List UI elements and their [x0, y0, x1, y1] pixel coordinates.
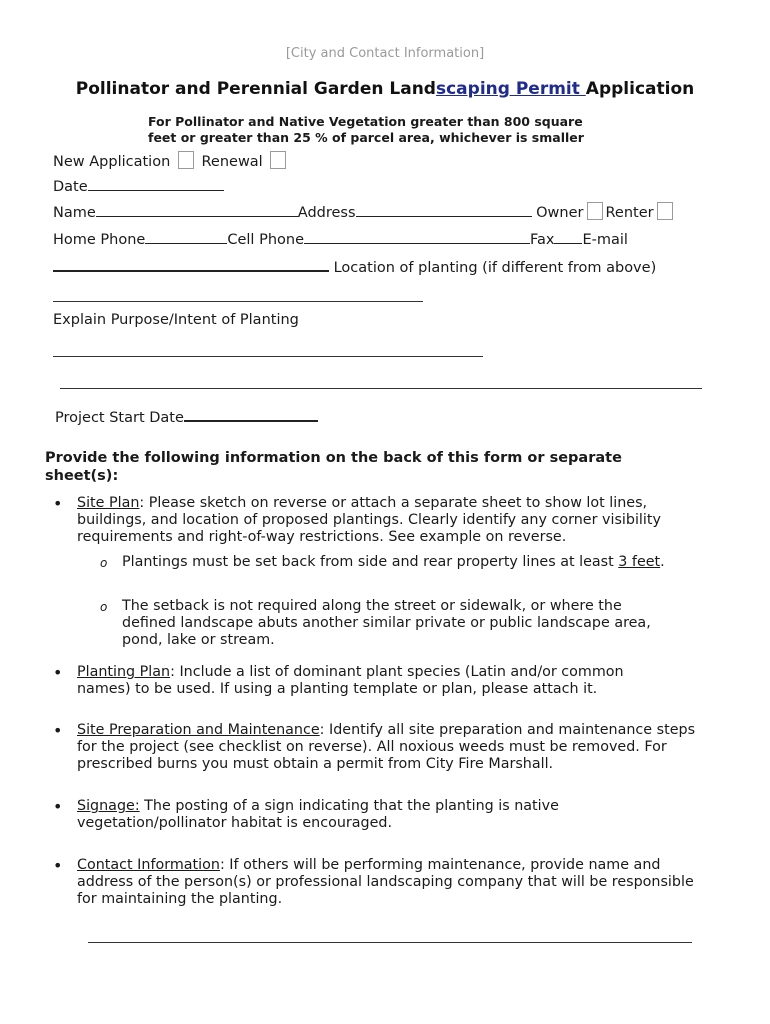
- site-plan-label: Site Plan: [77, 495, 140, 511]
- bullet-dot: •: [53, 856, 63, 875]
- purpose-input-line-1[interactable]: [53, 356, 483, 357]
- signage-text: The posting of a sign indicating that the planting is native vegetation/pollinator habitat is encouraged.: [77, 798, 559, 831]
- site-prep-label: Site Preparation and Maintenance: [77, 722, 320, 738]
- project-start-input-line[interactable]: [184, 406, 318, 422]
- application-type-row: [53, 151, 289, 170]
- location-row: [53, 256, 656, 276]
- site-plan-text: : Please sketch on reverse or attach a separate sheet to show lot lines, buildings, and location of proposed plantings. Clearly identify any corner visibility requirements and right-of-way restrictions. See example on reverse.: [77, 495, 661, 545]
- cell-phone-input-line[interactable]: [304, 229, 530, 244]
- fax-input-line[interactable]: [554, 229, 582, 244]
- owner-label: Owner: [536, 205, 584, 221]
- name-label: Name: [53, 205, 96, 221]
- contact-label: Contact Information: [77, 857, 220, 873]
- site-plan-sub1: [122, 554, 682, 571]
- bullet-dot: •: [53, 721, 63, 740]
- new-application-checkbox[interactable]: [178, 151, 194, 169]
- date-input-line[interactable]: [88, 176, 224, 191]
- location-label: Location of planting (if different from above): [333, 260, 657, 276]
- planting-plan-label: Planting Plan: [77, 664, 171, 680]
- site-plan-sub1-end: .: [660, 554, 665, 570]
- city-contact-placeholder: [City and Contact Information]: [285, 46, 485, 61]
- date-row: [53, 176, 224, 195]
- date-label: Date: [53, 179, 88, 195]
- title-link[interactable]: scaping Permit: [435, 79, 586, 99]
- form-subtitle: [148, 114, 584, 146]
- planting-plan-item: [77, 664, 677, 698]
- site-plan-sub2: The setback is not required along the street or sidewalk, or where the defined landscape abuts another similar private or public landscape area, pond, lake or stream.: [122, 598, 651, 648]
- title-part1: Pollinator and Perennial Garden Land: [75, 79, 436, 99]
- renter-label: Renter: [605, 205, 654, 221]
- sub-bullet-dot: o: [100, 556, 108, 570]
- phone-row: [53, 229, 628, 248]
- home-phone-input-line[interactable]: [145, 229, 227, 244]
- contact-text: : If others will be performing maintenance, provide name and address of the person(s) or professional landscaping company that will be responsible for maintaining the planting.: [77, 857, 694, 907]
- renewal-checkbox[interactable]: [270, 151, 286, 169]
- signage-label: Signage:: [77, 798, 140, 814]
- address-label: Address: [297, 205, 356, 221]
- site-plan-sub1-underlined: 3 feet: [618, 554, 661, 570]
- home-phone-label: Home Phone: [53, 232, 146, 248]
- owner-checkbox[interactable]: [587, 202, 603, 220]
- site-prep-item: [77, 722, 702, 773]
- renter-checkbox[interactable]: [657, 202, 673, 220]
- project-start-label: Project Start Date: [55, 410, 184, 426]
- subtitle-line1: For Pollinator and Native Vegetation greater than 800 square: [148, 114, 583, 129]
- site-plan-item: [77, 495, 707, 546]
- title-part2: Application: [585, 79, 695, 99]
- sub-bullet-dot: o: [100, 600, 108, 614]
- subtitle-line2: feet or greater than 25 % of parcel area, whichever is smaller: [148, 130, 584, 145]
- purpose-input-line-2[interactable]: [60, 388, 702, 389]
- cell-phone-label: Cell Phone: [227, 232, 304, 248]
- bottom-divider: [88, 942, 692, 943]
- provide-heading: Provide the following information on the back of this form or separate sheet(s):: [45, 450, 622, 484]
- email-label: E-mail: [582, 232, 628, 248]
- location-input-line[interactable]: [53, 256, 329, 272]
- planting-plan-text: : Include a list of dominant plant species (Latin and/or common names) to be used. If using a planting template or plan, please attach it.: [77, 664, 624, 697]
- purpose-label: Explain Purpose/Intent of Planting: [53, 312, 299, 328]
- bullet-dot: •: [53, 797, 63, 816]
- name-address-row: [53, 202, 676, 221]
- bullet-dot: •: [53, 494, 63, 513]
- location-continuation-line[interactable]: [53, 301, 423, 302]
- address-input-line[interactable]: [356, 202, 532, 217]
- fax-label: Fax: [530, 232, 555, 248]
- form-title: [0, 79, 770, 99]
- name-input-line[interactable]: [96, 202, 298, 217]
- bullet-dot: •: [53, 663, 63, 682]
- new-application-label: New Application: [53, 154, 171, 170]
- renewal-label: Renewal: [201, 154, 263, 170]
- signage-item: [77, 798, 617, 832]
- contact-item: [77, 857, 707, 908]
- site-prep-text: : Identify all site preparation and maintenance steps for the project (see checklist on reverse). All noxious weeds must be removed. For prescribed burns you must obtain a permit from City Fire Marshall.: [77, 722, 696, 772]
- project-start-row: [55, 406, 318, 426]
- site-plan-sub1-text: Plantings must be set back from side and rear property lines at least: [122, 554, 619, 570]
